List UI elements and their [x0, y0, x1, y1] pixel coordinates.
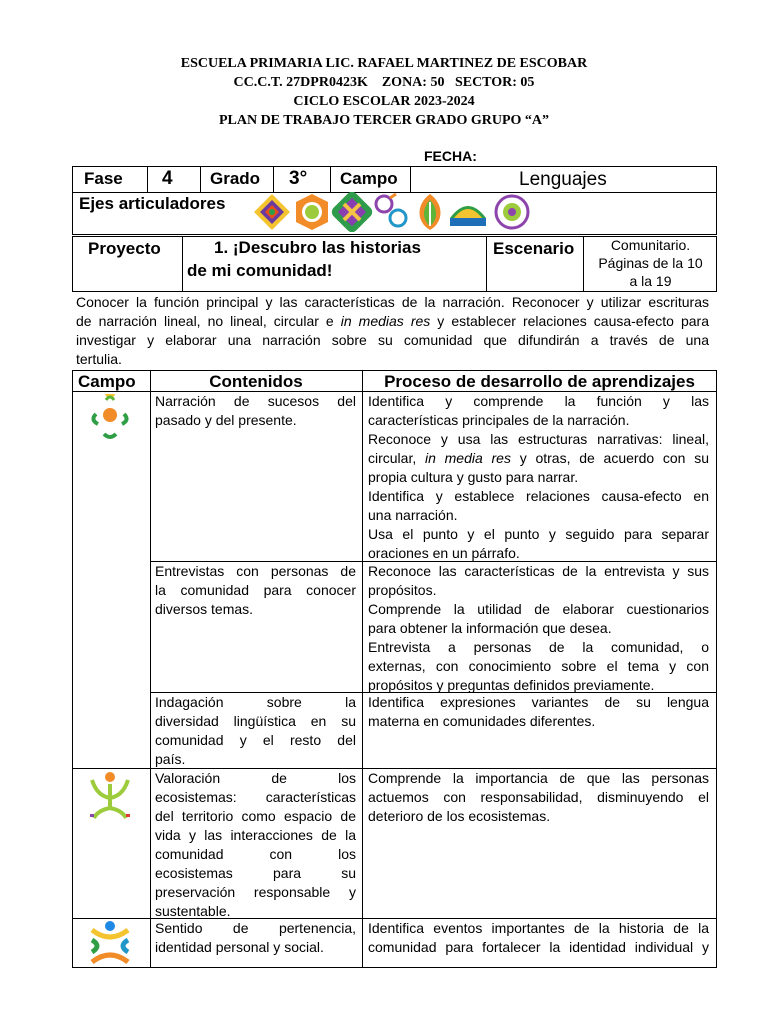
campo-label: Campo	[340, 169, 398, 188]
r5-contenido: Sentido de pertenencia, identidad personal y social.	[155, 920, 356, 955]
etica-campo-icon	[86, 920, 134, 968]
saberes-campo-icon	[88, 770, 132, 820]
escenario-label: Escenario	[493, 239, 575, 258]
proyecto-label: Proyecto	[88, 239, 161, 258]
r3-proceso: Identifica expresiones variantes de su lengua materna en comunidades diferentes.	[368, 694, 709, 729]
ejes-icons	[252, 192, 537, 232]
campo-value: Lenguajes	[519, 169, 607, 190]
fase-label: Fase	[84, 169, 123, 188]
fase-value: 4	[162, 168, 173, 189]
proyecto-line2: de mi comunidad!	[187, 261, 333, 280]
r2-contenido: Entrevistas con personas de la comunidad para conocer diversos temas.	[155, 563, 356, 617]
school-cycle: CICLO ESCOLAR 2023-2024	[293, 94, 475, 109]
ejes-label: Ejes articuladores	[79, 194, 226, 213]
school-cct: CC.C.T. 27DPR0423K ZONA: 50 SECTOR: 05	[233, 75, 535, 90]
r4-contenido: Valoración de los ecosistemas: características del territorio como espacio de vida y las interacciones de la comunidad con los ecosistemas para su preservación responsable y sustentable.	[155, 770, 356, 919]
plan-title: PLAN DE TRABAJO TERCER GRADO GRUPO “A”	[218, 113, 550, 128]
col-proceso-header: Proceso de desarrollo de aprendizajes	[384, 372, 695, 391]
escenario-value: Comunitario. Páginas de la 10 a la 19	[598, 237, 703, 289]
col-contenidos-header: Contenidos	[209, 372, 303, 391]
vida-saludable-icon	[420, 194, 441, 230]
grado-label: Grado	[210, 169, 261, 188]
r1-proceso: Identifica y comprende la función y las características principales de la narración. Reconoce y usa las estructuras narrativas: lineal, circular, in media res y otras, de acuerdo con su propia cultura y gusto para narrar. Identifica y establece relaciones causa-efecto en una narración. Usa el punto y el punto y seguido para separar oraciones en un párrafo.	[368, 393, 709, 561]
project-description: Conocer la función principal y las características de la narración. Reconocer y utilizar escrituras de narración lineal, no lineal, circular e in medias res y establecer relaciones causa-efecto para investigar y elaborar una narración sobre su comunidad que difundirán a través de una tertulia.	[76, 294, 709, 367]
lenguajes-campo-icon	[86, 394, 134, 442]
school-name: ESCUELA PRIMARIA LIC. RAFAEL MARTINEZ DE ESCOBAR	[180, 56, 588, 71]
r4-proceso: Comprende la importancia de que las personas actuemos con responsabilidad, disminuyendo el deterioro de los ecosistemas.	[368, 770, 709, 824]
fecha-label: FECHA:	[424, 148, 477, 164]
lectura-escritura-icon	[450, 206, 486, 226]
igualdad-genero-icon	[376, 194, 406, 226]
pensamiento-critico-icon	[296, 194, 328, 230]
r1-contenido: Narración de sucesos del pasado y del presente.	[155, 393, 356, 428]
inclusion-icon	[254, 194, 290, 230]
r2-proceso: Reconoce las características de la entrevista y sus propósitos. Comprende la utilidad de elaborar cuestionarios para obtener la información que desea. Entrevista a personas de la comunidad, o externas, con conocimiento sobre el tema y con propósitos y preguntas definidos previamente.	[368, 563, 709, 693]
r3-contenido: Indagación sobre la diversidad lingüística en su comunidad y el resto del país.	[155, 694, 356, 767]
col-campo-header: Campo	[78, 372, 136, 391]
artes-icon	[496, 196, 528, 228]
grado-value: 3°	[289, 168, 308, 189]
interculturalidad-icon	[329, 192, 374, 232]
proyecto-line1: 1. ¡Descubro las historias	[214, 238, 421, 257]
r5-proceso: Identifica eventos importantes de la historia de la comunidad para fortalecer la identidad individual y	[368, 920, 709, 955]
